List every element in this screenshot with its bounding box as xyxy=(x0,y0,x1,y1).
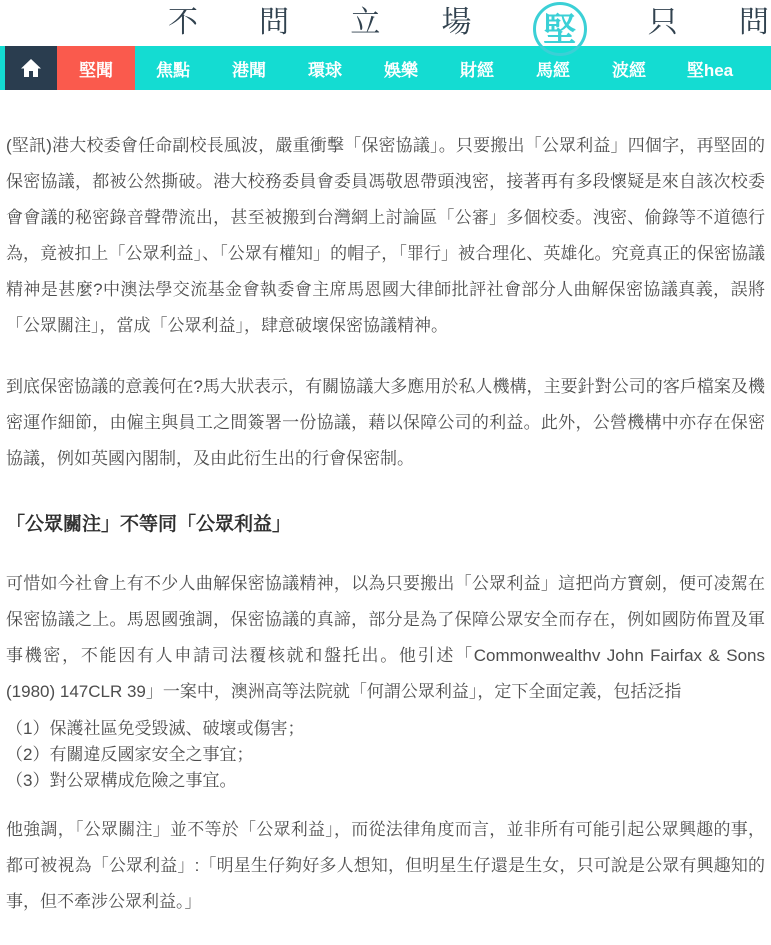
nav-item-hk-news[interactable]: 港聞 xyxy=(232,60,266,80)
nav-item-horse-racing[interactable]: 馬經 xyxy=(536,60,570,80)
definition-list-item-2: （2）有關違反國家安全之事宜； xyxy=(6,745,254,764)
site-header xyxy=(0,0,771,46)
definition-list-item-3: （3）對公眾構成危險之事宜。 xyxy=(6,771,237,790)
nav-item-finance[interactable]: 財經 xyxy=(460,60,494,80)
nav-item-sports-betting[interactable]: 波經 xyxy=(612,60,646,80)
home-button[interactable] xyxy=(5,46,57,90)
site-slogan xyxy=(168,0,769,46)
definition-list-item-1: （1）保護社區免受毀滅、破壞或傷害； xyxy=(6,719,305,738)
article-paragraph-1: (堅訊)港大校委會任命副校長風波，嚴重衝擊「保密協議」。只要搬出「公眾利益」四個字，再堅固的保密協議，都被公然撕破。港大校務委員會委員馮敬恩帶頭洩密，接著再有多段懷疑是來自該次校委會會議的秘密錄音聲帶流出，甚至被搬到台灣網上討論區「公審」多個校委。洩密、偷錄等不道德行為，竟被扣上「公眾利益」、「公眾有權知」的帽子，「罪行」被合理化、英雄化。究竟真正的保密協議精神是甚麼?中澳法學交流基金會執委會主席馬恩國大律師批評社會部分人曲解保密協議真義，誤將「公眾關注」，當成「公眾利益」，肆意破壞保密協議精神。 xyxy=(6,136,765,335)
slogan-char: 場 xyxy=(441,6,472,39)
slogan-char: 問 xyxy=(259,6,290,39)
main-nav xyxy=(0,46,771,90)
house-icon xyxy=(19,56,43,80)
logo-character: 堅 xyxy=(543,10,577,48)
nav-item-kin-news[interactable]: 堅聞 xyxy=(57,46,135,90)
article-body xyxy=(0,128,771,920)
nav-item-entertainment[interactable]: 娛樂 xyxy=(384,60,418,80)
nav-item-kin-hea[interactable]: 堅hea xyxy=(686,60,734,80)
article-paragraph-2: 到底保密協議的意義何在?馬大狀表示，有關協議大多應用於私人機構，主要針對公司的客戶檔案及機密運作細節，由僱主與員工之間簽署一份協議，藉以保障公司的利益。此外，公營機構中亦存在保密協議，例如英國內閣制，及由此衍生出的行會保密制。 xyxy=(6,377,765,468)
slogan-char: 不 xyxy=(168,6,198,39)
site-logo[interactable] xyxy=(533,2,587,56)
definition-list xyxy=(6,716,765,794)
nav-item-focus[interactable]: 焦點 xyxy=(156,60,190,80)
slogan-char: 立 xyxy=(350,6,381,39)
article-paragraph-3: 可惜如今社會上有不少人曲解保密協議精神，以為只要搬出「公眾利益」這把尚方寶劍，便可凌駕在保密協議之上。馬恩國強調，保密協議的真諦，部分是為了保障公眾安全而存在，例如國防佈置及軍事機密，不能因有人申請司法覆核就和盤托出。他引述「Commonwealthv John Fairfax & Sons (1980) 147CLR 39」一案中，澳洲高等法院就「何謂公眾利益」，定下全面定義，包括泛指 xyxy=(6,574,765,701)
slogan-char: 問 xyxy=(738,6,769,39)
article-paragraph-4: 他強調，「公眾關注」並不等於「公眾利益」，而從法律角度而言，並非所有可能引起公眾興趣的事，都可被視為「公眾利益」:「明星生仔夠好多人想知，但明星生仔還是生女，只可說是公眾有興趣知的事，但不牽涉公眾利益。」 xyxy=(6,820,765,911)
section-heading: 「公眾關注」不等同「公眾利益」 xyxy=(6,514,292,535)
slogan-char: 只 xyxy=(647,6,678,39)
nav-item-global[interactable]: 環球 xyxy=(308,60,342,80)
